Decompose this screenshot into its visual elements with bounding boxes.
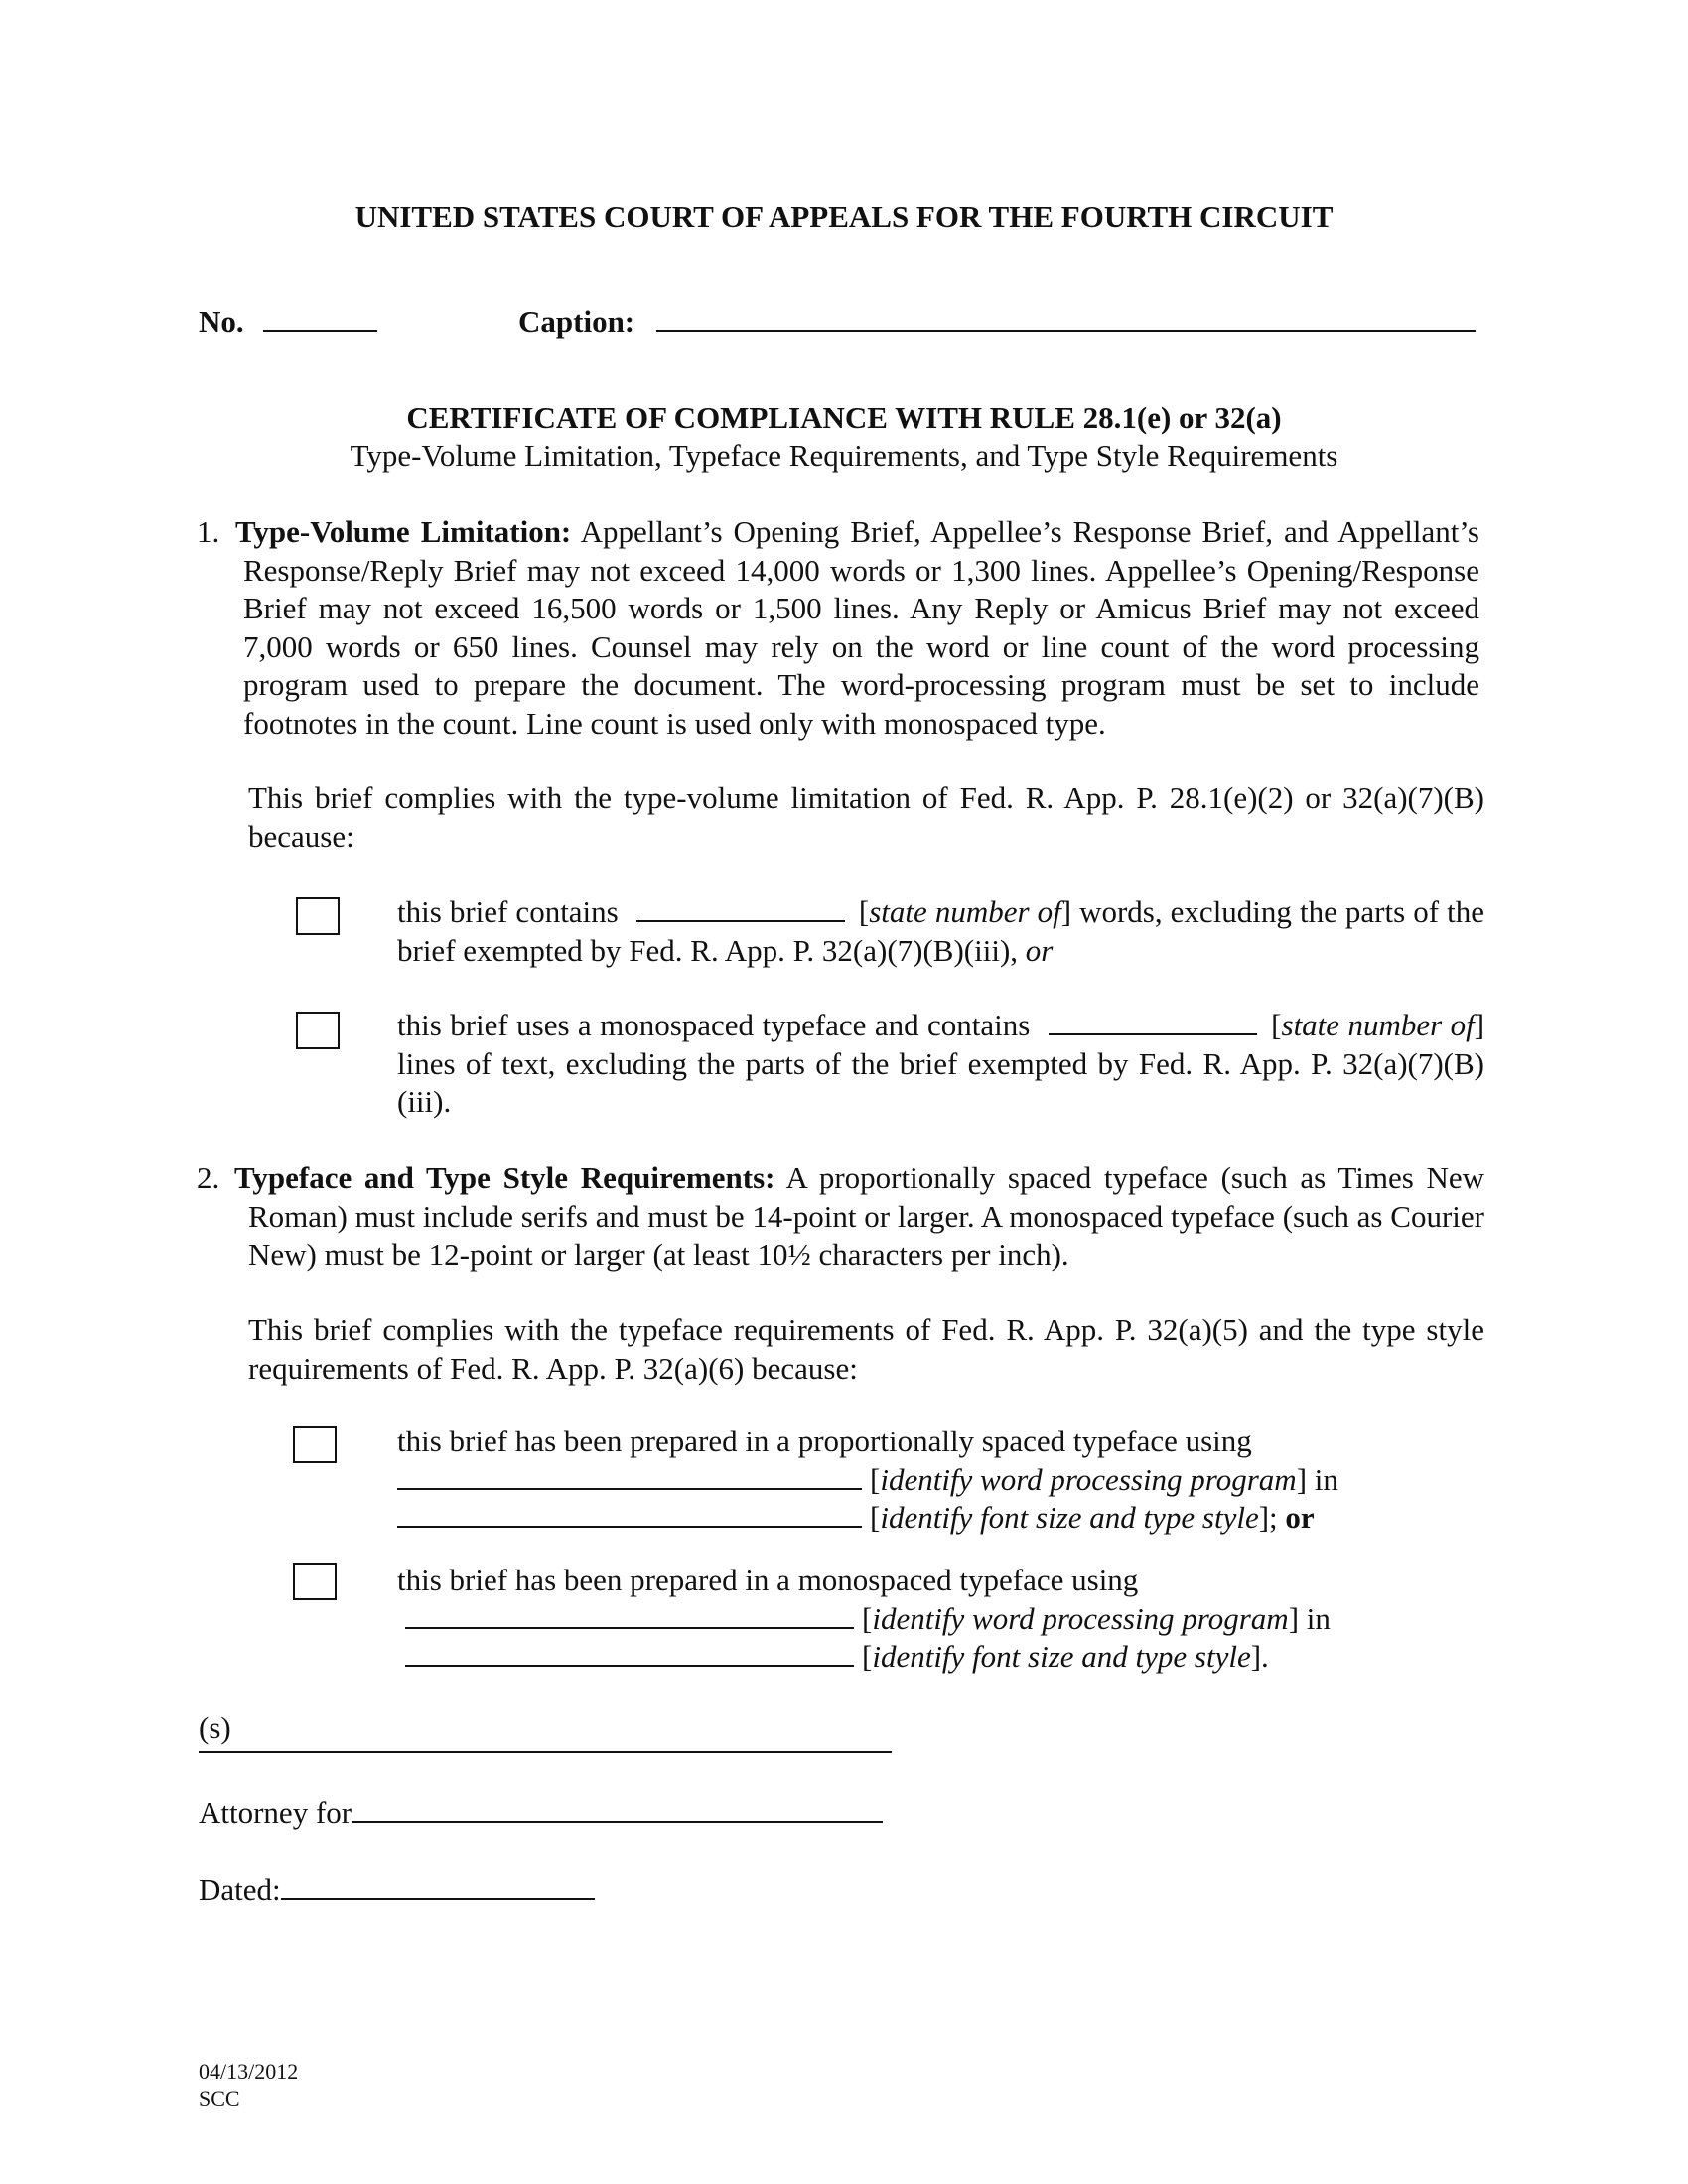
section-2-number: 2. [197,1160,220,1195]
dated-label: Dated: [199,1872,281,1907]
monospaced-program-field[interactable] [405,1601,854,1629]
font-hint: identify font size and type style [880,1500,1259,1535]
caption-row [518,300,1476,341]
caption-field[interactable] [656,300,1476,332]
section-2-heading: Typeface and Type Style Requirements: [234,1160,775,1195]
caption-label: Caption: [518,304,635,339]
line-count-field[interactable] [1049,1008,1257,1035]
bracket-open: [ [858,894,870,929]
dated-row [199,1868,595,1909]
line-count-option-rest: lines of text, excluding the parts of the brief exempted by Fed. R. App. P. 32(a)(7)(B)(iii). [397,1045,1484,1119]
bracket-open: [ [1271,1008,1282,1042]
signature-field[interactable] [199,1751,892,1753]
proportional-font-field[interactable] [397,1500,862,1528]
period: . [1261,1639,1269,1674]
certificate-subtitle: Type-Volume Limitation, Typeface Requirements, and Type Style Requirements [350,438,1338,473]
monospaced-typeface-checkbox[interactable] [293,1563,337,1600]
dated-field[interactable] [281,1868,595,1900]
section-1-paragraph [235,513,1479,743]
case-number-field[interactable] [263,300,377,332]
revision-date: 04/13/2012 [199,2059,299,2084]
attorney-row [199,1791,883,1832]
case-number-row [199,300,377,341]
word-count-option-text: this brief contains [397,894,619,929]
section-1-heading: Type-Volume Limitation: [235,514,572,549]
section-2-paragraph [234,1160,1484,1275]
in-label: in [1307,1461,1338,1497]
or-label: or [1285,1500,1315,1535]
section-1-complies: This brief complies with the type-volume limitation of Fed. R. App. P. 28.1(e)(2) or 32(a)(7)(B) because: [248,780,1484,854]
section-2-complies: This brief complies with the typeface requirements of Fed. R. App. P. 32(a)(5) and the type style requirements of Fed. R. App. P. 32(a)(6) because: [248,1312,1484,1386]
form-code: SCC [199,2086,240,2111]
word-count-option-rest: words, excluding the parts of the brief exempted by Fed. R. App. P. 32(a)(7)(B)(iii), [397,894,1484,968]
monospaced-typeface-option: this brief has been prepared in a monospaced typeface using [identify word processing program] in [identify font size and type style]. [397,1562,1484,1677]
certificate-title: CERTIFICATE OF COMPLIANCE WITH RULE 28.1(e) or 32(a) [406,400,1282,435]
in-label: in [1299,1600,1331,1636]
line-count-hint: state number of [1281,1008,1475,1042]
word-count-field[interactable] [636,894,845,922]
line-count-option-text: this brief uses a monospaced typeface and contains [397,1008,1031,1042]
proportional-typeface-checkbox[interactable] [293,1426,337,1463]
monospaced-typeface-text: this brief has been prepared in a monospaced typeface using [397,1563,1139,1597]
word-count-option [397,893,1484,970]
word-count-checkbox[interactable] [296,897,340,935]
word-count-hint: state number of [869,894,1061,929]
section-2-body: A proportionally spaced typeface (such as Times New Roman) must include serifs and must be 14-point or larger. A monospaced typeface (such as Courier New) must be 12-point or larger (at least 10½ characters per inch). [248,1160,1484,1272]
proportional-typeface-text: this brief has been prepared in a proportionally spaced typeface using [397,1424,1252,1458]
signature-row [199,1709,231,1747]
court-title: UNITED STATES COURT OF APPEALS FOR THE FOURTH CIRCUIT [354,200,1334,234]
section-1-number: 1. [197,514,220,549]
case-number-label: No. [199,304,244,339]
line-count-checkbox[interactable] [296,1012,340,1049]
proportional-program-field[interactable] [397,1462,862,1490]
font-hint: identify font size and type style [872,1639,1251,1674]
section-1-body: Appellant’s Opening Brief, Appellee’s Response Brief, and Appellant’s Response/Reply Brief may not exceed 14,000 words or 1,300 lines. Appellee’s Opening/Response Brief may not exceed 16,500 words or 1,500 lines. Any Reply or Amicus Brief may not exceed 7,000 words or 650 lines. Counsel may rely on the word or line count of the word processing program used to prepare the document. The word-processing program must be set to include footnotes in the count. Line count is used only with monospaced type. [243,514,1479,741]
attorney-label: Attorney for [199,1795,352,1830]
bracket-close: ] [1060,894,1072,929]
line-count-option [397,1007,1484,1122]
program-hint: identify word processing program [872,1600,1289,1636]
program-hint: identify word processing program [880,1461,1297,1497]
proportional-typeface-option: this brief has been prepared in a proportionally spaced typeface using [identify word processing program] in [identify font size and type style]; or [397,1423,1484,1538]
footer [199,2058,298,2112]
signature-label: (s) [199,1710,231,1745]
attorney-field[interactable] [352,1791,883,1823]
or-label: or [1025,932,1054,968]
semicolon: ; [1269,1500,1286,1535]
bracket-close: ] [1474,1008,1485,1042]
monospaced-font-field[interactable] [405,1639,854,1667]
